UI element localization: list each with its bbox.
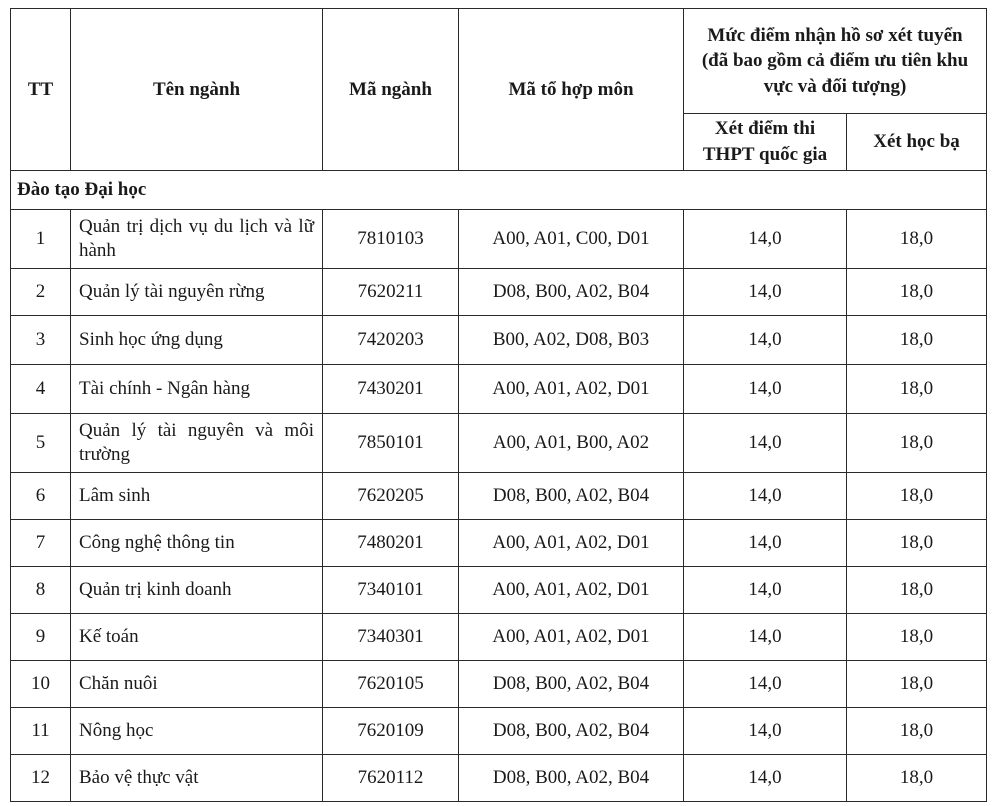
- table-row: [11, 210, 987, 269]
- row-combo-cell: A00, A01, A02, D01: [459, 567, 684, 614]
- row-thpt-score-cell: 14,0: [684, 661, 847, 708]
- row-hocba-score-cell: 18,0: [847, 414, 987, 473]
- row-tt-cell: 3: [11, 316, 71, 365]
- row-hocba-score-cell: 18,0: [847, 567, 987, 614]
- row-code-cell: 7430201: [323, 365, 459, 414]
- row-code-cell: 7620109: [323, 708, 459, 755]
- row-hocba-score-cell: 18,0: [847, 661, 987, 708]
- row-thpt-score-cell: 14,0: [684, 269, 847, 316]
- table-row: [11, 661, 987, 708]
- row-code-cell: 7480201: [323, 520, 459, 567]
- row-name-cell: Tài chính - Ngân hàng: [71, 365, 323, 414]
- table-row: [11, 414, 987, 473]
- header-tt: TT: [11, 9, 71, 171]
- row-tt-cell: 1: [11, 210, 71, 269]
- admission-score-table: [10, 8, 987, 802]
- row-combo-cell: A00, A01, C00, D01: [459, 210, 684, 269]
- row-code-cell: 7620205: [323, 473, 459, 520]
- row-code-cell: 7850101: [323, 414, 459, 473]
- row-tt-cell: 5: [11, 414, 71, 473]
- row-thpt-score-cell: 14,0: [684, 708, 847, 755]
- row-tt-cell: 9: [11, 614, 71, 661]
- row-name-cell: Quản trị dịch vụ du lịch và lữ hành: [71, 210, 323, 269]
- row-combo-cell: A00, A01, A02, D01: [459, 520, 684, 567]
- row-name-cell: Lâm sinh: [71, 473, 323, 520]
- row-tt-cell: 7: [11, 520, 71, 567]
- row-combo-cell: D08, B00, A02, B04: [459, 473, 684, 520]
- table-row: [11, 269, 987, 316]
- row-thpt-score-cell: 14,0: [684, 365, 847, 414]
- row-hocba-score-cell: 18,0: [847, 210, 987, 269]
- row-thpt-score-cell: 14,0: [684, 473, 847, 520]
- header-muc-diem: Mức điểm nhận hồ sơ xét tuyển (đã bao gồm cả điểm ưu tiên khu vực và đối tượng): [684, 9, 987, 114]
- row-hocba-score-cell: 18,0: [847, 520, 987, 567]
- row-combo-cell: D08, B00, A02, B04: [459, 755, 684, 802]
- row-name-cell: Kế toán: [71, 614, 323, 661]
- row-combo-cell: B00, A02, D08, B03: [459, 316, 684, 365]
- row-thpt-score-cell: 14,0: [684, 567, 847, 614]
- row-thpt-score-cell: 14,0: [684, 414, 847, 473]
- row-combo-cell: A00, A01, A02, D01: [459, 365, 684, 414]
- table-row: [11, 316, 987, 365]
- row-name-cell: Chăn nuôi: [71, 661, 323, 708]
- table-row: [11, 520, 987, 567]
- row-name-cell: Quản lý tài nguyên và môi trường: [71, 414, 323, 473]
- row-code-cell: 7620105: [323, 661, 459, 708]
- row-name-cell: Quản trị kinh doanh: [71, 567, 323, 614]
- row-tt-cell: 11: [11, 708, 71, 755]
- row-thpt-score-cell: 14,0: [684, 755, 847, 802]
- row-name-cell: Công nghệ thông tin: [71, 520, 323, 567]
- row-tt-cell: 4: [11, 365, 71, 414]
- row-tt-cell: 12: [11, 755, 71, 802]
- row-hocba-score-cell: 18,0: [847, 755, 987, 802]
- row-tt-cell: 10: [11, 661, 71, 708]
- table-row: [11, 755, 987, 802]
- row-tt-cell: 8: [11, 567, 71, 614]
- table-row: [11, 473, 987, 520]
- row-thpt-score-cell: 14,0: [684, 316, 847, 365]
- row-hocba-score-cell: 18,0: [847, 269, 987, 316]
- header-ma-to-hop-mon: Mã tổ hợp môn: [459, 9, 684, 171]
- section-title: Đào tạo Đại học: [11, 171, 987, 210]
- row-code-cell: 7620211: [323, 269, 459, 316]
- row-tt-cell: 2: [11, 269, 71, 316]
- row-combo-cell: A00, A01, B00, A02: [459, 414, 684, 473]
- table-row: [11, 708, 987, 755]
- row-combo-cell: A00, A01, A02, D01: [459, 614, 684, 661]
- row-code-cell: 7340101: [323, 567, 459, 614]
- row-name-cell: Quản lý tài nguyên rừng: [71, 269, 323, 316]
- row-tt-cell: 6: [11, 473, 71, 520]
- row-name-cell: Sinh học ứng dụng: [71, 316, 323, 365]
- row-name-cell: Bảo vệ thực vật: [71, 755, 323, 802]
- row-thpt-score-cell: 14,0: [684, 520, 847, 567]
- row-hocba-score-cell: 18,0: [847, 708, 987, 755]
- header-ma-nganh: Mã ngành: [323, 9, 459, 171]
- row-combo-cell: D08, B00, A02, B04: [459, 269, 684, 316]
- row-code-cell: 7420203: [323, 316, 459, 365]
- row-code-cell: 7620112: [323, 755, 459, 802]
- header-ten-nganh: Tên ngành: [71, 9, 323, 171]
- header-xet-hoc-ba: Xét học bạ: [847, 114, 987, 171]
- row-name-cell: Nông học: [71, 708, 323, 755]
- row-thpt-score-cell: 14,0: [684, 210, 847, 269]
- table-row: [11, 614, 987, 661]
- header-xet-diem-thpt: Xét điểm thi THPT quốc gia: [684, 114, 847, 171]
- row-combo-cell: D08, B00, A02, B04: [459, 661, 684, 708]
- table-row: [11, 365, 987, 414]
- row-thpt-score-cell: 14,0: [684, 614, 847, 661]
- row-hocba-score-cell: 18,0: [847, 365, 987, 414]
- table-row: [11, 567, 987, 614]
- row-code-cell: 7810103: [323, 210, 459, 269]
- row-hocba-score-cell: 18,0: [847, 316, 987, 365]
- row-code-cell: 7340301: [323, 614, 459, 661]
- row-hocba-score-cell: 18,0: [847, 614, 987, 661]
- row-hocba-score-cell: 18,0: [847, 473, 987, 520]
- row-combo-cell: D08, B00, A02, B04: [459, 708, 684, 755]
